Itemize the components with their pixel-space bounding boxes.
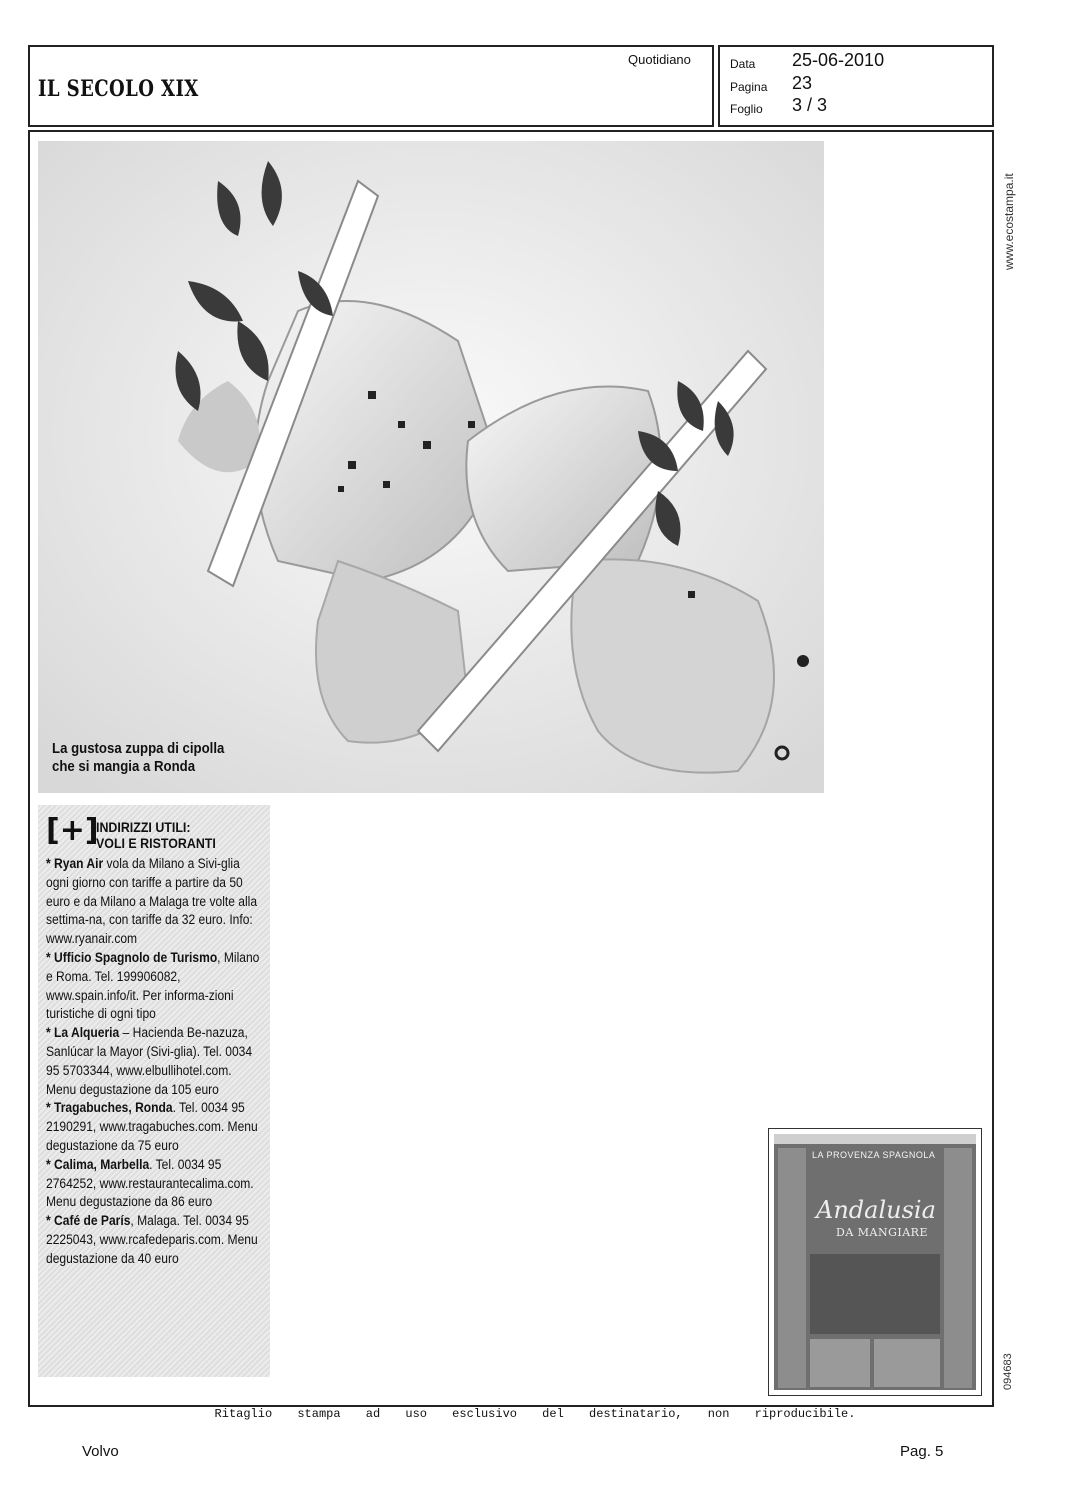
caption-line-2: che si mangia a Ronda (52, 758, 196, 775)
entry-name: * Tragabuches, Ronda (46, 1100, 173, 1116)
entry-alqueria (46, 1024, 262, 1099)
entry-text: , Malaga. Tel. 0034 95 2225043, www.rcafedeparis.com. Menu degustazione da 40 euro (46, 1213, 258, 1266)
footer-client-name: Volvo (82, 1443, 119, 1460)
onion-soup-illustration (38, 141, 824, 793)
info-box-title (96, 820, 216, 852)
entry-text: . Tel. 0034 95 2190291, www.tragabuches.com. Menu degustazione da 75 euro (46, 1100, 258, 1153)
entry-name: * La Alqueria (46, 1025, 120, 1041)
sheet-label: Foglio (730, 102, 763, 116)
page-value: 23 (792, 73, 813, 93)
thumbnail-title: Andalusia (816, 1196, 936, 1224)
masthead: IL SECOLO XIX (38, 76, 199, 102)
entry-tragabuches (46, 1099, 262, 1155)
entry-turismo (46, 949, 262, 1024)
reproduction-notice: Ritaglio stampa ad uso esclusivo del destinatario, non riproducibile. (214, 1407, 856, 1421)
footer-page-number: Pag. 5 (900, 1443, 944, 1460)
entry-calima (46, 1156, 262, 1212)
entry-text: vola da Milano a Sivi-glia ogni giorno con tariffe a partire da 50 euro e da Milano a Malaga tre volte alla settima-na, con tariffe da 32 euro. Info: www.ryanair.com (46, 856, 258, 947)
thumbnail-kicker: LA PROVENZA SPAGNOLA (812, 1150, 936, 1160)
entry-cafe-paris (46, 1212, 262, 1268)
info-box-body (46, 855, 262, 1269)
food-photo (38, 141, 824, 793)
entry-name: * Ufficio Spagnolo de Turismo (46, 949, 218, 965)
info-box-title-line-2: VOLI E RISTORANTI (96, 836, 216, 851)
photo-caption (52, 740, 224, 776)
entry-text: – Hacienda Be-nazuza, Sanlúcar la Mayor (Sivi-glia). Tel. 0034 95 5703344, www.elbullihotel.com. Menu degustazione da 105 euro (46, 1025, 253, 1097)
date-label: Data (730, 57, 756, 71)
plus-bracket-icon: [+] (46, 813, 99, 848)
entry-text: , Milano e Roma. Tel. 199906082, www.spain.info/it. Per informa-zioni turistiche di ogni tipo (46, 949, 260, 1022)
entry-name: * Café de París (46, 1213, 131, 1229)
entry-name: * Calima, Marbella (46, 1156, 150, 1172)
thumbnail-subtitle: DA MANGIARE (836, 1226, 928, 1239)
side-code: 094683 (1002, 1353, 1014, 1390)
entry-text: . Tel. 0034 95 2764252, www.restaurantecalima.com. Menu degustazione da 86 euro (46, 1156, 254, 1210)
edition-type: Quotidiano (628, 52, 691, 67)
date-value: 25-06-2010 (792, 50, 885, 70)
entry-name: * Ryan Air (46, 856, 104, 871)
entry-ryanair (46, 855, 262, 949)
page-thumbnail-image (774, 1134, 976, 1390)
side-url: www.ecostampa.it (1002, 173, 1016, 270)
thumbnail-layout-illustration (774, 1134, 976, 1390)
caption-line-1: La gustosa zuppa di cipolla (52, 740, 225, 757)
sheet-value: 3 / 3 (792, 95, 828, 115)
info-box-title-line-1: INDIRIZZI UTILI: (96, 820, 191, 835)
page-label: Pagina (730, 80, 768, 94)
